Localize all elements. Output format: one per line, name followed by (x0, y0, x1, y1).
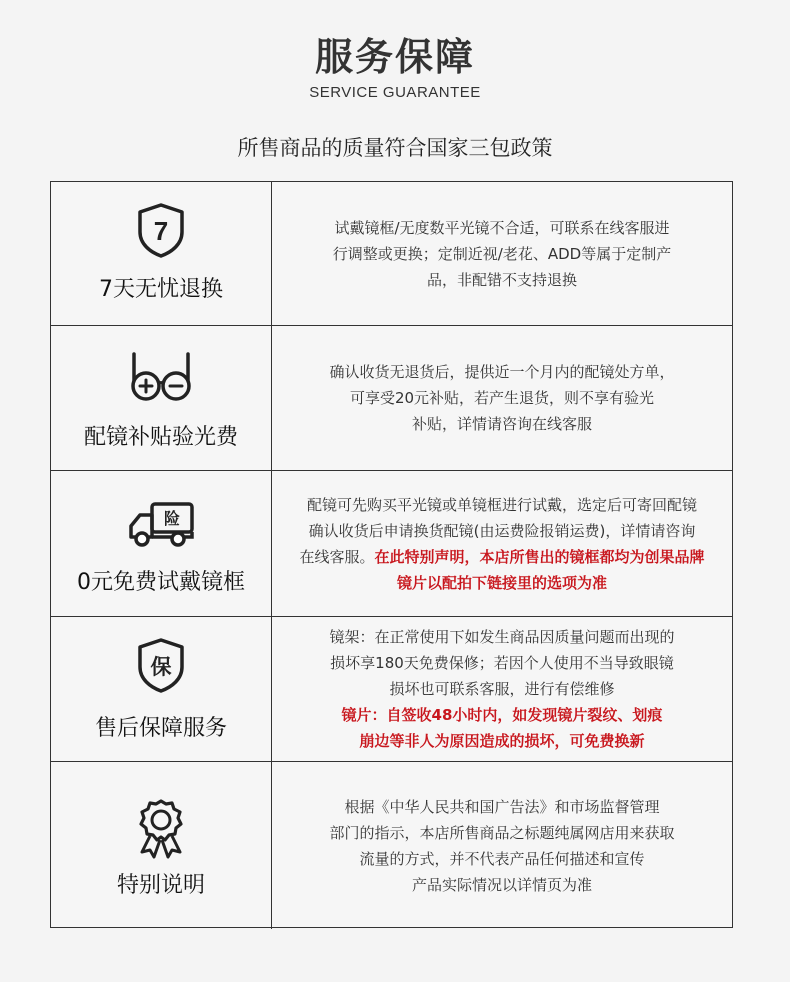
desc-line: 补贴，详情请咨询在线客服 (411, 415, 592, 433)
service-row-return (51, 182, 732, 326)
glasses-icon (128, 350, 194, 404)
desc-line: 确认收货后申请换货配镜(由运费险报销运费)，详情请咨询 (308, 521, 696, 540)
service-row-left (51, 182, 272, 325)
desc-line: 根据《中华人民共和国广告法》和市场监督管理 (344, 797, 660, 816)
shield-seven-icon (136, 202, 186, 258)
desc-line-plain: 在线客服。 (299, 547, 375, 566)
desc-line-red: 崩边等非人为原因造成的损坏，可免费换新 (359, 732, 645, 750)
service-label-notice: 特别说明 (116, 873, 205, 898)
service-desc-aftersale (272, 617, 732, 761)
desc-line: 损坏享180天免费保修；若因个人使用不当导致眼镜 (330, 654, 674, 672)
desc-line: 行调整或更换；定制近视/老花、ADD等属于定制产 (332, 244, 672, 263)
service-row-trial (51, 471, 732, 617)
service-label-return: 7天无忧退换 (99, 277, 223, 302)
service-desc-return (272, 182, 732, 325)
page-subtitle: SERVICE GUARANTEE (309, 84, 481, 101)
award-ribbon-icon (134, 798, 188, 860)
desc-line: 损坏也可联系客服，进行有偿维修 (389, 680, 615, 698)
shield-bao-icon (136, 637, 186, 693)
shield-seven-text: 7 (153, 216, 169, 246)
desc-line: 部门的指示，本店所售商品之标题纯属网店用来获取 (329, 823, 675, 842)
page-title: 服务保障 (314, 35, 475, 79)
service-label-subsidy: 配镜补贴验光费 (83, 425, 238, 450)
service-row-left (51, 617, 272, 761)
desc-line: 品，非配错不支持退换 (426, 270, 577, 289)
service-row-left (51, 326, 272, 470)
shield-bao-text: 保 (150, 655, 172, 679)
desc-line: 可享受20元补贴，若产生退货，则不享有验光 (349, 389, 655, 407)
service-label-trial: 0元免费试戴镜框 (77, 570, 245, 595)
delivery-truck-icon (126, 501, 196, 547)
policy-statement: 所售商品的质量符合国家三包政策 (237, 136, 553, 160)
service-row-left (51, 762, 272, 929)
desc-line-red: 镜片以配拍下链接里的选项为准 (396, 573, 607, 592)
truck-insurance-text: 险 (163, 509, 181, 528)
desc-line: 确认收货无退货后，提供近一个月内的配镜处方单， (329, 363, 675, 381)
service-row-left (51, 471, 272, 616)
service-desc-trial (272, 471, 732, 616)
desc-line-red: 在此特别声明，本店所售出的镜框都均为创果品牌 (374, 547, 705, 566)
desc-line: 试戴镜框/无度数平光镜不合适，可联系在线客服进 (334, 218, 670, 237)
desc-line-red: 镜片：自签收48小时内，如发现镜片裂纹、划痕 (341, 706, 663, 724)
desc-line (299, 544, 704, 570)
service-label-aftersale: 售后保障服务 (94, 716, 227, 741)
desc-line: 产品实际情况以详情页为准 (411, 875, 592, 894)
service-desc-subsidy (272, 326, 732, 470)
desc-line: 镜架：在正常使用下如发生商品因质量问题而出现的 (329, 628, 675, 646)
desc-line: 配镜可先购买平光镜或单镜框进行试戴，选定后可寄回配镜 (306, 495, 697, 514)
desc-line: 流量的方式，并不代表产品任何描述和宣传 (359, 849, 645, 868)
service-row-subsidy (51, 326, 732, 471)
service-row-aftersale (51, 617, 732, 762)
service-table (50, 181, 733, 928)
service-desc-notice (272, 762, 732, 929)
service-row-notice (51, 762, 732, 929)
